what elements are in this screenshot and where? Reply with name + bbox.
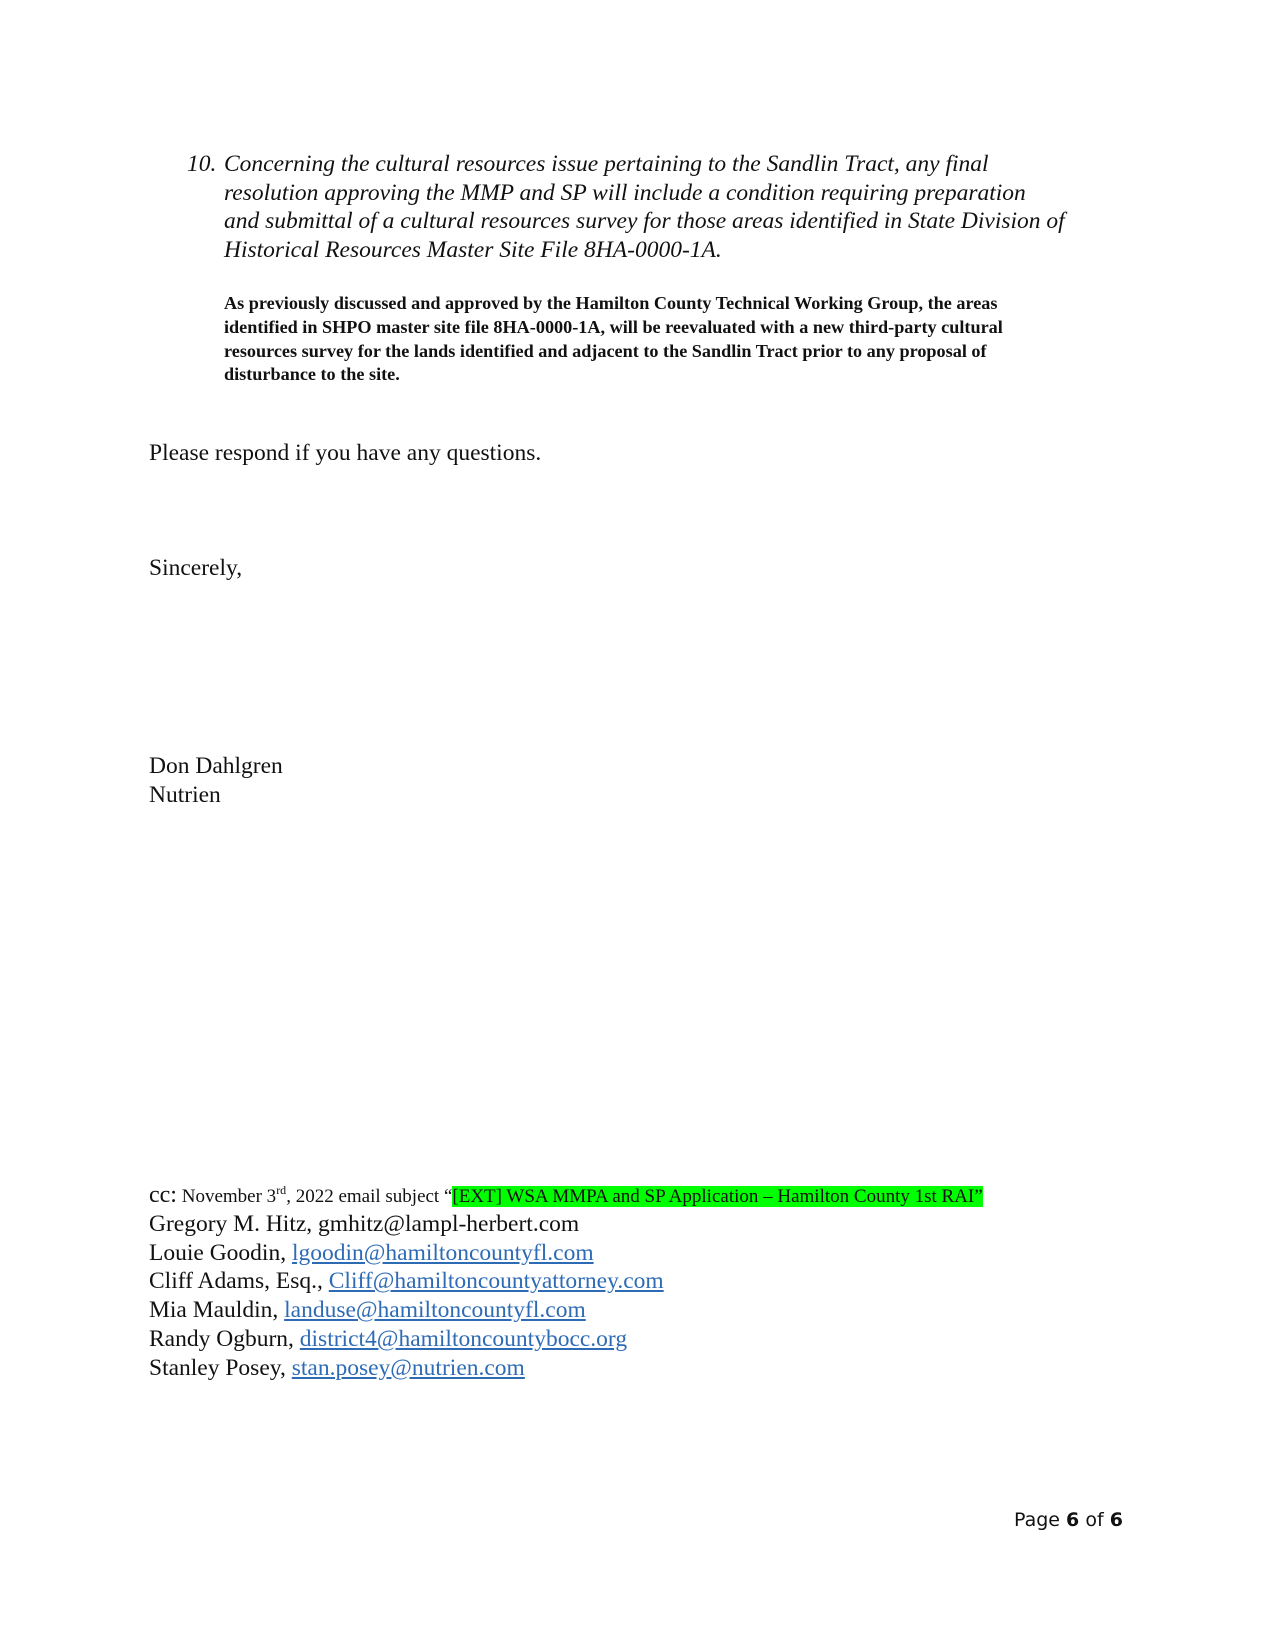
response-line: resources survey for the lands identified and adjacent to the Sandlin Tract prior to any proposal of [224, 340, 987, 361]
closing-question: Please respond if you have any questions. [149, 440, 542, 466]
recipient-email-link[interactable]: stan.posey@nutrien.com [291, 1354, 525, 1381]
recipient-email-link[interactable]: district4@hamiltoncountybocc.org [299, 1325, 628, 1352]
recipient-name: Mia Mauldin, [149, 1297, 285, 1324]
salutation: Sincerely, [149, 555, 243, 581]
response-paragraph [224, 292, 1124, 387]
cc-recipient [149, 1325, 664, 1354]
response-line: identified in SHPO master site file 8HA-0000-1A, will be reevaluated with a new third-party cultural [224, 316, 1003, 337]
page-word: Page [1014, 1509, 1067, 1531]
recipient-name: Louie Goodin, [149, 1239, 292, 1266]
list-item-line: Concerning the cultural resources issue pertaining to the Sandlin Tract, any final [224, 151, 989, 177]
response-line: disturbance to the site. [224, 364, 400, 385]
cc-email-subject-highlight: [EXT] WSA MMPA and SP Application – Hamilton County 1st RAI” [452, 1186, 983, 1207]
recipient-name: Randy Ogburn, [149, 1325, 300, 1352]
cc-intro [149, 1183, 983, 1210]
page-number-footer [1014, 1508, 1123, 1532]
list-item-line: resolution approving the MMP and SP will include a condition requiring preparation [224, 179, 1026, 206]
cc-intro-text [176, 1183, 453, 1207]
current-page-number: 6 [1066, 1509, 1080, 1531]
recipient-email-link[interactable]: Cliff@hamiltoncountyattorney.com [328, 1268, 664, 1295]
recipient-name: Stanley Posey, [149, 1354, 292, 1381]
cc-recipient [149, 1210, 664, 1239]
cc-intro-rest: , 2022 email subject “ [286, 1186, 453, 1207]
recipient-email: gmhitz@lampl-herbert.com [318, 1211, 580, 1237]
cc-recipient [149, 1239, 664, 1268]
total-pages-number: 6 [1109, 1509, 1123, 1531]
signature-block [149, 752, 283, 810]
recipient-name: Gregory M. Hitz, [149, 1211, 319, 1237]
list-item-number: 10. [187, 151, 217, 177]
signer-company: Nutrien [149, 781, 221, 808]
list-item-line: Historical Resources Master Site File 8HA-0000-1A. [224, 237, 722, 264]
signer-name: Don Dahlgren [149, 753, 283, 779]
cc-recipient [149, 1267, 664, 1296]
cc-recipient [149, 1354, 664, 1383]
recipient-email-link[interactable]: landuse@hamiltoncountyfl.com [284, 1297, 586, 1324]
response-line: As previously discussed and approved by the Hamilton County Technical Working Group, the areas [224, 293, 998, 313]
cc-recipient-list [149, 1210, 664, 1382]
cc-intro-date: November 3 [176, 1186, 277, 1207]
recipient-email-link[interactable]: lgoodin@hamiltoncountyfl.com [291, 1239, 594, 1266]
cc-label: cc: [149, 1182, 177, 1208]
list-item-line: and submittal of a cultural resources survey for those areas identified in State Division of [224, 208, 1065, 235]
cc-recipient [149, 1296, 664, 1325]
list-item-text [224, 150, 1124, 265]
of-word: of [1079, 1509, 1110, 1531]
cc-intro-ordinal: rd [276, 1183, 287, 1197]
recipient-name: Cliff Adams, Esq., [149, 1268, 329, 1295]
